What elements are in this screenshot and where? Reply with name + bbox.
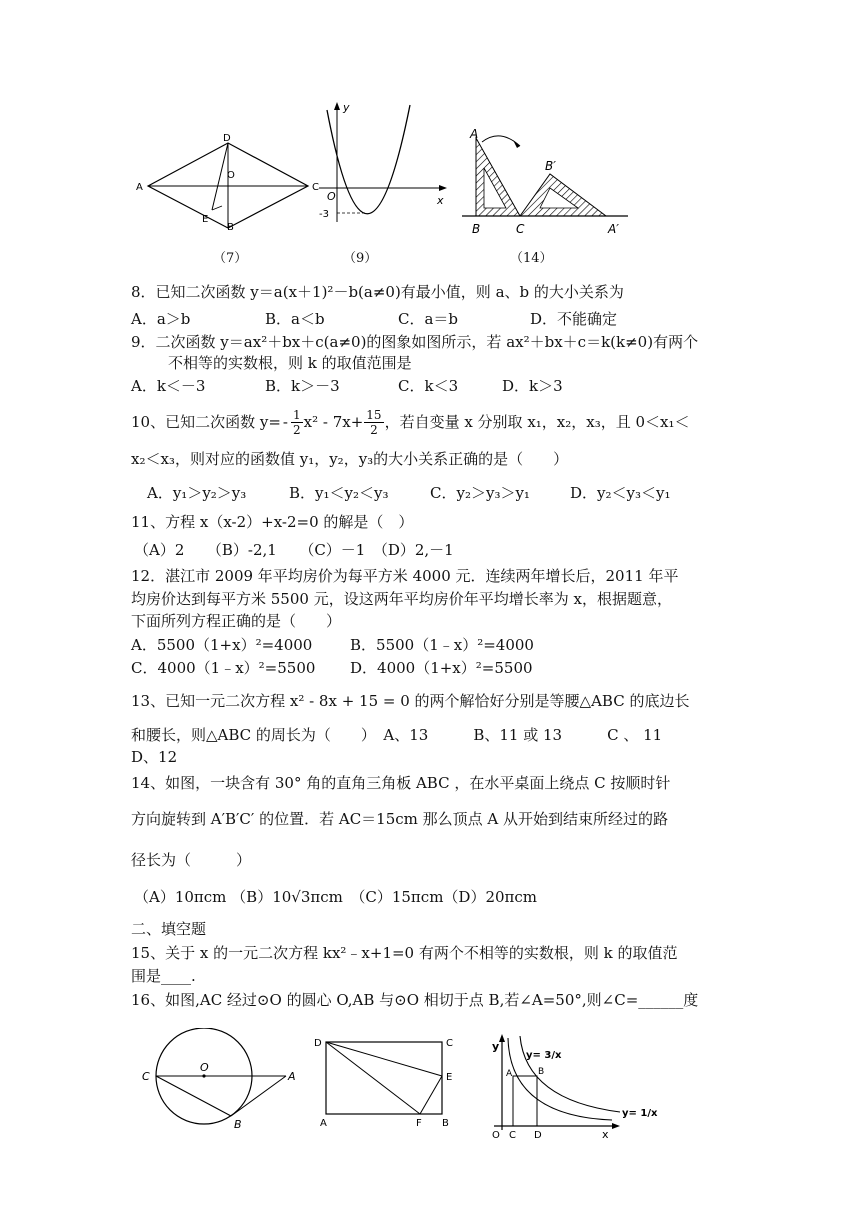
q16-stem: 16、如图,AC 经过⊙O 的圆心 O,AB 与⊙O 相切于点 B,若∠A=50°,则∠C=______度 — [131, 991, 699, 1009]
q10-option-d: D．y₂＜y₃＜y₁ — [570, 484, 671, 502]
svg-text:C: C — [516, 222, 525, 236]
svg-text:y= 3/x: y= 3/x — [526, 1050, 562, 1061]
figure-16-circle-tangent — [138, 1028, 303, 1133]
svg-text:y= 1/x: y= 1/x — [622, 1108, 658, 1119]
svg-text:B: B — [538, 1067, 545, 1077]
q8-option-a: A．a＞b — [131, 310, 191, 328]
svg-text:B: B — [234, 1118, 242, 1131]
svg-text:O: O — [327, 190, 336, 203]
svg-text:B: B — [442, 1118, 449, 1128]
svg-text:A: A — [470, 128, 479, 141]
q10-frac-1-den: 2 — [292, 422, 301, 437]
svg-text:A: A — [136, 182, 143, 193]
figure-14-triangles — [460, 128, 630, 238]
q10-frac-2 — [364, 408, 383, 437]
figure-hyperbolas — [480, 1030, 670, 1140]
svg-text:x: x — [602, 1128, 609, 1140]
svg-text:O: O — [492, 1130, 500, 1140]
svg-text:O: O — [227, 170, 235, 181]
q9-option-d: D．k＞3 — [502, 377, 563, 395]
q9-stem-1: 9．二次函数 y＝ax²＋bx＋c(a≠0)的图象如图所示，若 ax²＋bx＋c＝k(k≠0)有两个 — [131, 333, 699, 351]
figure-7-rhombus — [130, 130, 320, 235]
svg-text:C: C — [446, 1038, 453, 1049]
svg-text:D: D — [534, 1130, 542, 1140]
svg-text:B: B — [472, 222, 481, 236]
q14-stem-1: 14、如图，一块含有 30° 角的直角三角板 ABC ，在水平桌面上绕点 C 按顺时针 — [131, 774, 671, 792]
svg-text:B′: B′ — [545, 159, 556, 173]
q11-stem: 11、方程 x（x-2）+x-2=0 的解是（ ） — [131, 513, 414, 531]
q14-stem-3: 径长为（ ） — [131, 851, 252, 869]
svg-text:C: C — [312, 182, 319, 193]
caption-fig7: （7） — [213, 251, 248, 266]
svg-text:C: C — [509, 1130, 516, 1140]
q10-frac-2-den: 2 — [370, 422, 378, 437]
svg-text:-3: -3 — [319, 209, 329, 220]
q13-stem-3: D、12 — [131, 748, 178, 766]
q10-post: ，若自变量 x 分别取 x₁，x₂，x₃，且 0＜x₁＜ — [384, 413, 690, 431]
svg-text:A: A — [320, 1118, 327, 1128]
q10-minus: - — [282, 413, 288, 431]
q14-options: （A）10πcm （B）10√3πcm （C）15πcm（D）20πcm — [134, 888, 538, 906]
q13-stem-1: 13、已知一元二次方程 x² - 8x + 15 = 0 的两个解恰好分别是等腰△ABC 的底边长 — [131, 692, 690, 710]
q9-option-a: A．k＜－3 — [131, 377, 206, 395]
svg-text:A′: A′ — [608, 222, 619, 236]
q10-option-a: A．y₁＞y₂＞y₃ — [147, 484, 247, 502]
svg-text:A: A — [288, 1070, 296, 1083]
svg-text:B: B — [227, 222, 234, 233]
q14-stem-2: 方向旋转到 A′B′C′ 的位置．若 AC＝15cm 那么顶点 A 从开始到结束所经过的路 — [131, 810, 669, 828]
figure-rectangle — [312, 1032, 462, 1128]
svg-text:y: y — [343, 101, 350, 114]
q12-option-c: C．4000（1﹣x）²=5500 — [131, 659, 316, 677]
q12-stem-3: 下面所列方程正确的是（ ） — [131, 612, 342, 630]
svg-text:D: D — [223, 133, 231, 144]
svg-text:O: O — [200, 1061, 209, 1074]
svg-text:E: E — [202, 214, 209, 225]
q10-pre: 10、已知二次函数 y= — [131, 413, 281, 431]
q9-stem-2: 不相等的实数根，则 k 的取值范围是 — [168, 354, 412, 372]
q8-option-b: B．a＜b — [265, 310, 325, 328]
q15-stem-1: 15、关于 x 的一元二次方程 kx²﹣x+1=0 有两个不相等的实数根，则 k 的取值范 — [131, 944, 678, 962]
q10-option-c: C．y₂＞y₃＞y₁ — [430, 484, 530, 502]
q10-stem-1 — [131, 404, 690, 440]
svg-text:A: A — [506, 1069, 513, 1079]
q8-stem: 8．已知二次函数 y＝a(x＋1)²－b(a≠0)有最小值，则 a、b 的大小关系为 — [131, 283, 624, 301]
q12-option-d: D．4000（1+x）²=5500 — [350, 659, 533, 677]
q10-frac-2-num: 15 — [366, 407, 382, 422]
q8-option-d: D．不能确定 — [530, 310, 618, 328]
caption-fig14: （14） — [510, 251, 553, 266]
q10-frac-1-num: 1 — [292, 407, 301, 422]
svg-text:y: y — [492, 1040, 500, 1053]
q10-stem-2: x₂＜x₃，则对应的函数值 y₁，y₂，y₃的大小关系正确的是（ ） — [131, 450, 569, 468]
q12-option-b: B．5500（1﹣x）²=4000 — [350, 636, 534, 654]
svg-text:E: E — [446, 1072, 453, 1083]
svg-text:x: x — [437, 194, 444, 207]
section-fill-in-title: 二、填空题 — [131, 920, 207, 938]
q12-stem-2: 均房价达到每平方米 5500 元，设这两年平均房价年平均增长率为 x，根据题意， — [131, 590, 672, 608]
q10-mid: x² - 7x+ — [303, 413, 364, 431]
svg-text:F: F — [416, 1118, 422, 1128]
svg-text:C: C — [142, 1070, 150, 1083]
q8-option-c: C．a＝b — [398, 310, 459, 328]
q13-stem-2: 和腰长，则△ABC 的周长为（ ） A、13 B、11 或 13 C 、 11 — [131, 726, 663, 744]
q15-stem-2: 围是____. — [131, 967, 196, 985]
svg-text:D: D — [314, 1038, 322, 1049]
caption-fig9: （9） — [343, 251, 378, 266]
q12-stem-1: 12．湛江市 2009 年平均房价为每平方米 4000 元．连续两年增长后，2011 年平 — [131, 567, 679, 585]
figure-9-parabola — [315, 100, 450, 225]
q10-option-b: B．y₁＜y₂＜y₃ — [289, 484, 389, 502]
q11-options: （A）2 （B）-2,1 （C）－1 （D）2,－1 — [134, 541, 454, 559]
q9-option-b: B．k＞－3 — [265, 377, 340, 395]
q9-option-c: C．k＜3 — [398, 377, 459, 395]
q12-option-a: A．5500（1+x）²=4000 — [131, 636, 313, 654]
q10-frac-1 — [291, 408, 303, 437]
